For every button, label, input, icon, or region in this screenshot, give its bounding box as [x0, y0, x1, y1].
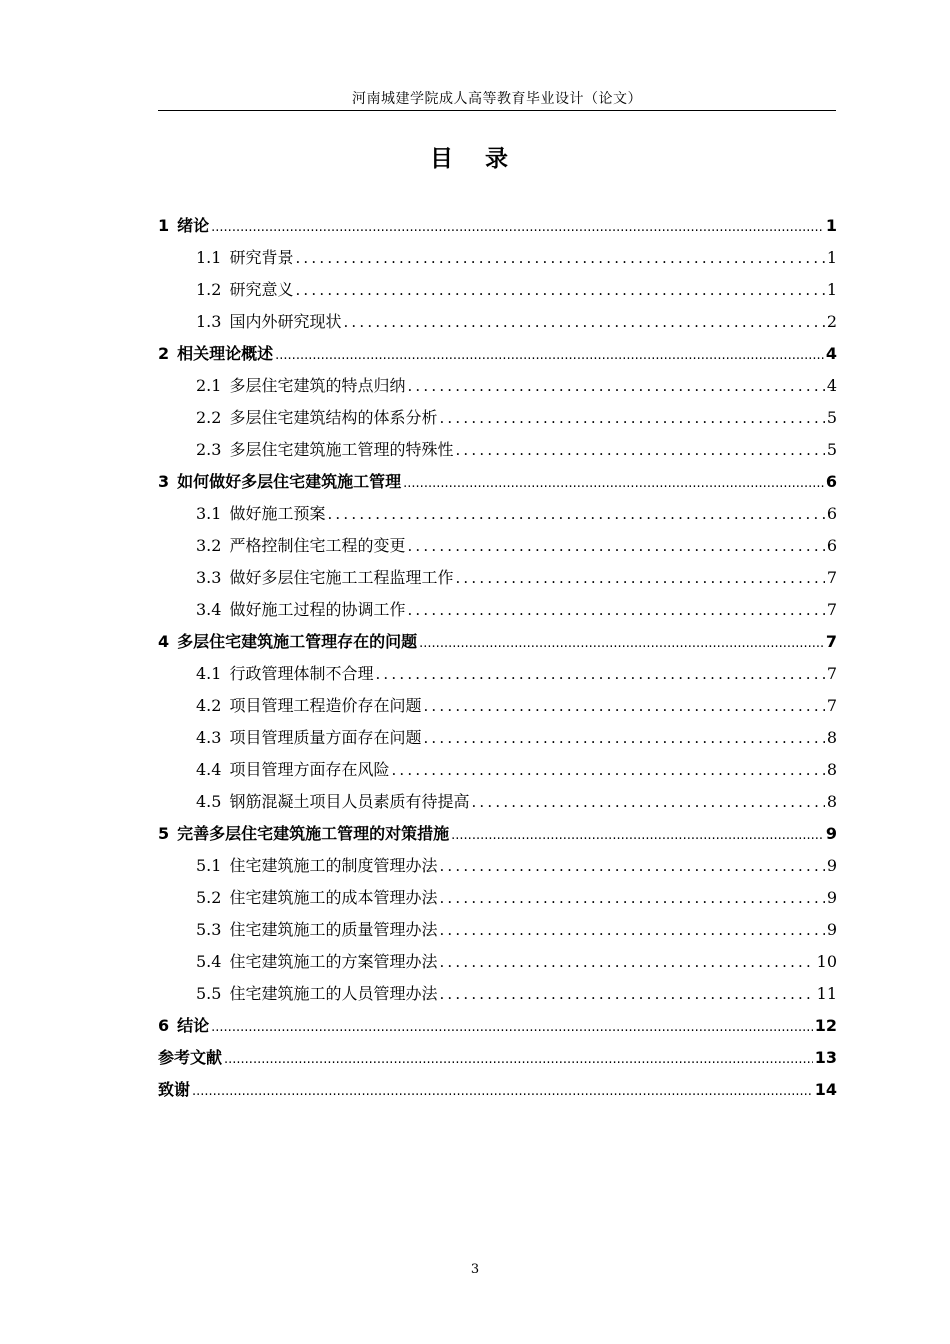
toc-dot-leader	[419, 628, 824, 660]
toc-dot-leader	[295, 242, 824, 274]
toc-dot-leader	[407, 594, 824, 626]
toc-dot-leader	[439, 882, 824, 914]
toc-dot-leader	[192, 1076, 813, 1108]
toc-entry-page: 5	[826, 408, 837, 427]
toc-entry-page: 4	[826, 376, 837, 395]
toc-entry-label: 相关理论概述	[177, 344, 274, 363]
toc-entry-number: 4.1	[196, 664, 222, 683]
toc-entry-number: 3.3	[196, 568, 222, 587]
toc-entry-number: 2.3	[196, 440, 222, 459]
toc-entry-page: 7	[826, 696, 837, 715]
toc-entry-number: 1.2	[196, 280, 222, 299]
toc-entry-label: 研究背景	[229, 248, 294, 267]
toc-entry-label: 如何做好多层住宅建筑施工管理	[177, 472, 402, 491]
toc-entry-number: 1	[158, 216, 170, 235]
toc-entry-label: 项目管理工程造价存在问题	[229, 696, 422, 715]
page-title: 目 录	[429, 146, 520, 172]
toc-dot-leader	[471, 786, 824, 818]
toc-section-entry[interactable]	[158, 242, 837, 274]
toc-entry-number: 1.3	[196, 312, 222, 331]
toc-dot-leader	[327, 498, 824, 530]
toc-entry-number: 5.5	[196, 984, 222, 1003]
toc-entry-label: 完善多层住宅建筑施工管理的对策措施	[177, 824, 450, 843]
toc-entry-label: 多层住宅建筑施工管理存在的问题	[177, 632, 418, 651]
toc-dot-leader	[439, 850, 824, 882]
toc-entry-page: 7	[825, 632, 837, 651]
toc-section-entry[interactable]	[158, 562, 837, 594]
toc-entry-number: 3.1	[196, 504, 222, 523]
toc-dot-leader	[224, 1044, 813, 1076]
toc-entry-page: 6	[826, 536, 837, 555]
toc-dot-leader	[423, 722, 824, 754]
toc-chapter-entry[interactable]	[158, 1010, 837, 1042]
toc-entry-label: 项目管理质量方面存在问题	[229, 728, 422, 747]
toc-section-entry[interactable]	[158, 914, 837, 946]
toc-entry-label: 项目管理方面存在风险	[229, 760, 390, 779]
toc-dot-leader	[451, 820, 824, 852]
toc-entry-number: 3.2	[196, 536, 222, 555]
toc-entry-number: 4.5	[196, 792, 222, 811]
toc-chapter-entry[interactable]	[158, 818, 837, 850]
toc-dot-leader	[391, 754, 824, 786]
toc-entry-number: 4.2	[196, 696, 222, 715]
toc-entry-page: 7	[826, 664, 837, 683]
toc-entry-label: 钢筋混凝土项目人员素质有待提高	[229, 792, 470, 811]
toc-entry-number: 5.2	[196, 888, 222, 907]
toc-entry-page: 14	[814, 1080, 837, 1099]
toc-entry-label: 住宅建筑施工的质量管理办法	[229, 920, 438, 939]
toc-entry-number: 2.2	[196, 408, 222, 427]
toc-entry-number: 5.4	[196, 952, 222, 971]
page-number: 3	[470, 1262, 480, 1277]
toc-entry-page: 6	[825, 472, 837, 491]
toc-entry-page: 11	[816, 984, 837, 1003]
toc-dot-leader	[423, 690, 824, 722]
toc-entry-page: 2	[826, 312, 837, 331]
toc-entry-page: 8	[826, 760, 837, 779]
toc-dot-leader	[343, 306, 824, 338]
toc-chapter-entry[interactable]	[158, 1042, 837, 1074]
toc-section-entry[interactable]	[158, 978, 837, 1010]
toc-entry-label: 致谢	[158, 1080, 191, 1099]
toc-dot-leader	[439, 978, 814, 1010]
toc-chapter-entry[interactable]	[158, 1074, 837, 1106]
toc-entry-page: 7	[826, 600, 837, 619]
toc-chapter-entry[interactable]	[158, 626, 837, 658]
toc-dot-leader	[439, 914, 824, 946]
toc-entry-label: 做好施工过程的协调工作	[229, 600, 406, 619]
toc-entry-page: 13	[814, 1048, 837, 1067]
toc-entry-label: 多层住宅建筑结构的体系分析	[229, 408, 438, 427]
toc-entry-label: 国内外研究现状	[229, 312, 342, 331]
toc-section-entry[interactable]	[158, 786, 837, 818]
toc-section-entry[interactable]	[158, 754, 837, 786]
toc-entry-page: 9	[826, 856, 837, 875]
toc-entry-page: 8	[826, 792, 837, 811]
toc-entry-label: 做好多层住宅施工工程监理工作	[229, 568, 454, 587]
toc-section-entry[interactable]	[158, 658, 837, 690]
toc-chapter-entry[interactable]	[158, 210, 837, 242]
toc-dot-leader	[455, 434, 824, 466]
toc-entry-label: 多层住宅建筑的特点归纳	[229, 376, 406, 395]
toc-entry-page: 4	[825, 344, 837, 363]
toc-entry-label: 住宅建筑施工的方案管理办法	[229, 952, 438, 971]
toc-dot-leader	[455, 562, 824, 594]
toc-entry-page: 9	[826, 920, 837, 939]
toc-entry-page: 6	[826, 504, 837, 523]
toc-section-entry[interactable]	[158, 306, 837, 338]
toc-entry-number: 5	[158, 824, 170, 843]
toc-dot-leader	[403, 468, 824, 500]
toc-dot-leader	[295, 274, 824, 306]
toc-dot-leader	[407, 370, 824, 402]
toc-entry-label: 结论	[177, 1016, 210, 1035]
toc-entry-number: 4.4	[196, 760, 222, 779]
toc-entry-number: 5.3	[196, 920, 222, 939]
toc-entry-label: 绪论	[177, 216, 210, 235]
toc-entry-label: 严格控制住宅工程的变更	[229, 536, 406, 555]
toc-entry-page: 9	[826, 888, 837, 907]
toc-entry-number: 4.3	[196, 728, 222, 747]
toc-chapter-entry[interactable]	[158, 338, 837, 370]
toc-entry-label: 做好施工预案	[229, 504, 326, 523]
toc-dot-leader	[439, 946, 814, 978]
toc-chapter-entry[interactable]	[158, 466, 837, 498]
toc-section-entry[interactable]	[158, 402, 837, 434]
toc-entry-page: 1	[826, 280, 837, 299]
toc-section-entry[interactable]	[158, 946, 837, 978]
table-of-contents	[158, 210, 837, 1106]
header-rule	[158, 110, 836, 111]
toc-section-entry[interactable]	[158, 274, 837, 306]
toc-dot-leader	[211, 1012, 813, 1044]
toc-dot-leader	[375, 658, 824, 690]
toc-entry-page: 1	[825, 216, 837, 235]
toc-entry-page: 9	[825, 824, 837, 843]
toc-entry-label: 住宅建筑施工的成本管理办法	[229, 888, 438, 907]
toc-section-entry[interactable]	[158, 722, 837, 754]
toc-entry-page: 12	[814, 1016, 837, 1035]
toc-section-entry[interactable]	[158, 530, 837, 562]
toc-dot-leader	[211, 212, 824, 244]
toc-section-entry[interactable]	[158, 690, 837, 722]
toc-entry-label: 行政管理体制不合理	[229, 664, 374, 683]
toc-entry-number: 3	[158, 472, 170, 491]
toc-dot-leader	[439, 402, 824, 434]
toc-dot-leader	[407, 530, 824, 562]
toc-entry-number: 4	[158, 632, 170, 651]
toc-entry-number: 2	[158, 344, 170, 363]
toc-section-entry[interactable]	[158, 850, 837, 882]
toc-entry-number: 2.1	[196, 376, 222, 395]
toc-section-entry[interactable]	[158, 882, 837, 914]
toc-entry-page: 5	[826, 440, 837, 459]
toc-section-entry[interactable]	[158, 434, 837, 466]
toc-section-entry[interactable]	[158, 370, 837, 402]
toc-entry-number: 5.1	[196, 856, 222, 875]
toc-entry-label: 多层住宅建筑施工管理的特殊性	[229, 440, 454, 459]
toc-entry-label: 住宅建筑施工的人员管理办法	[229, 984, 438, 1003]
toc-entry-label: 研究意义	[229, 280, 294, 299]
toc-entry-label: 参考文献	[158, 1048, 223, 1067]
toc-entry-page: 8	[826, 728, 837, 747]
running-header: 河南城建学院成人高等教育毕业设计（论文）	[352, 91, 642, 107]
toc-section-entry[interactable]	[158, 498, 837, 530]
toc-entry-number: 6	[158, 1016, 170, 1035]
toc-section-entry[interactable]	[158, 594, 837, 626]
toc-entry-number: 1.1	[196, 248, 222, 267]
toc-entry-page: 7	[826, 568, 837, 587]
toc-entry-page: 10	[816, 952, 837, 971]
toc-entry-page: 1	[826, 248, 837, 267]
toc-entry-label: 住宅建筑施工的制度管理办法	[229, 856, 438, 875]
toc-entry-number: 3.4	[196, 600, 222, 619]
toc-dot-leader	[275, 340, 824, 372]
